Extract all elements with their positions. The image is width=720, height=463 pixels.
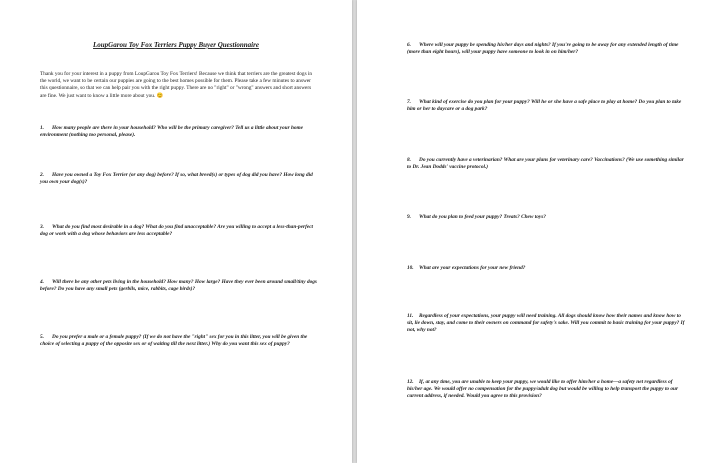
question-number: 1. xyxy=(40,125,44,131)
question-number: 2. xyxy=(40,172,44,178)
question-text: What do you plan to feed your puppy? Treats? Chew toys? xyxy=(419,214,546,220)
question-number: 11. xyxy=(407,313,414,319)
question-number: 3. xyxy=(40,224,44,230)
question-number: 6. xyxy=(407,42,411,48)
question-text: Will there be any other pets living in the household? How many? How large? Have they ever been around small/tiny dogs before? Do you have any small pets (gerbils, mice, rabbits, cage birds)? xyxy=(40,279,317,293)
question-5 xyxy=(40,334,320,348)
question-text: Do you currently have a veterinarian? What are your plans for veterinary care? Vaccinations? (We use something similar to Dr. Jean Dodds' vaccine protocol.) xyxy=(407,157,684,171)
question-number: 7. xyxy=(407,99,411,105)
question-number: 9. xyxy=(407,214,411,220)
question-number: 5. xyxy=(40,334,44,340)
question-text: How many people are there in your household? Who will be the primary caregiver? Tell us a little about your home environment (nothing too personal, please). xyxy=(40,125,304,139)
question-10 xyxy=(407,265,687,272)
question-3 xyxy=(40,224,320,238)
question-text: What are your expectations for your new friend? xyxy=(419,265,526,271)
document-title: LoupGarou Toy Fox Terriers Puppy Buyer Questionnaire xyxy=(93,41,259,49)
question-number: 10. xyxy=(407,265,414,271)
question-9 xyxy=(407,214,687,221)
question-12 xyxy=(407,379,687,401)
question-4 xyxy=(40,279,320,293)
question-2 xyxy=(40,172,320,186)
question-8 xyxy=(407,157,687,171)
question-text: Do you prefer a male or a female puppy? (If we do not have the "right" sex for you in this litter, you will be given the choice of selecting a puppy of the opposite sex or of waiting till the next litter.) Why do you want this sex of puppy? xyxy=(40,334,308,348)
question-text: What do you find most desirable in a dog? What do you find unacceptable? Are you willing to accept a less-than-perfect dog or work with a dog whose behaviors are less acceptable? xyxy=(40,224,314,238)
intro-paragraph: Thank you for your interest in a puppy from LoupGarou Toy Fox Terriers! Because we think that terriers are the greatest dogs in the world, we want to be certain our puppies are going to the best homes possible for them. Please take a few minutes to answer this questionnaire, so that we can help pair you with the right puppy. There are no "right" or "wrong" answers and short answers are fine. We just want to know a little more about you. 😊 xyxy=(40,71,313,99)
question-text: Regardless of your expectations, your puppy will need training. All dogs should know how their names and know how to sit, lie down, stay, and come to their owners on command for safety's sake. Will you commit to basic training for your puppy? If not, why not? xyxy=(407,313,685,334)
question-7 xyxy=(407,99,687,113)
question-11 xyxy=(407,313,687,335)
document-page-left xyxy=(0,0,352,463)
question-text: If, at any time, you are unable to keep your puppy, we would like to offer him/her a home—a safety net regardless of his/her age. We would offer no compensation for the puppy/adult dog but would be willing to help transport the puppy to our current address, if needed. Would you agree to this provision? xyxy=(407,379,679,400)
question-text: Where will your puppy be spending his/her days and nights? If you're going to be away for any extended length of time (more than eight hours), will your puppy have someone to look in on him/her? xyxy=(407,42,679,56)
question-number: 8. xyxy=(407,157,411,163)
question-number: 4. xyxy=(40,279,44,285)
question-text: Have you owned a Toy Fox Terrier (or any dog) before? If so, what breed(s) or types of dog did you have? How long did you own your dog(s)? xyxy=(40,172,313,186)
document-page-right xyxy=(357,0,720,463)
question-1 xyxy=(40,125,320,139)
question-number: 12. xyxy=(407,379,414,385)
question-text: What kind of exercise do you plan for your puppy? Will he or she have a safe place to play at home? Do you plan to take him or her to daycare or a dog park? xyxy=(407,99,682,113)
question-6 xyxy=(407,42,687,56)
